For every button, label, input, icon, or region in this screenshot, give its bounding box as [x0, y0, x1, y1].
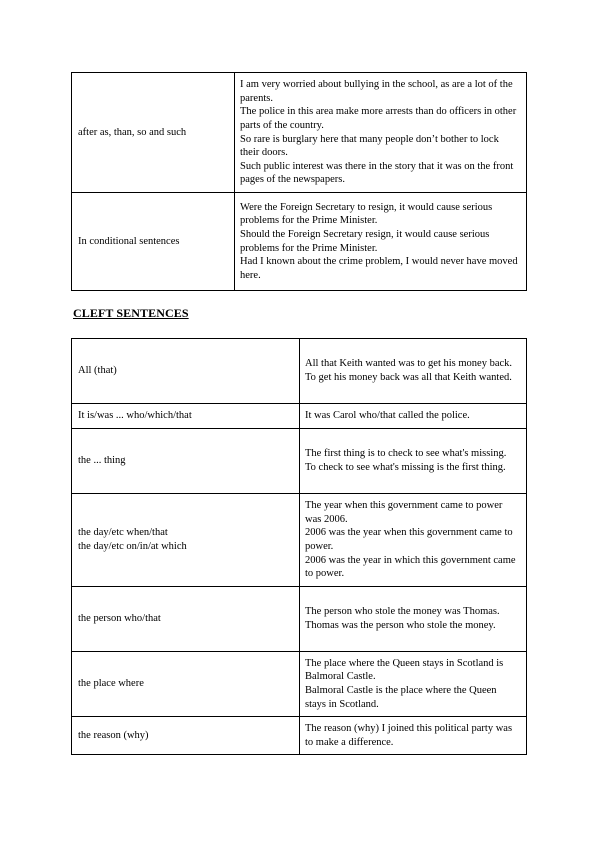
example-sentence: The year when this government came to power was 2006. [305, 500, 503, 525]
table-row [72, 193, 527, 291]
table-row [72, 652, 527, 717]
example-sentence: Such public interest was there in the story that it was on the front pages of the newspapers. [240, 160, 514, 186]
example-sentence: Thomas was the person who stole the money. [305, 620, 496, 631]
row-label [72, 717, 300, 755]
example-sentence: The place where the Queen stays in Scotland is Balmoral Castle. [305, 657, 504, 683]
table-row [72, 404, 527, 429]
section-heading: CLEFT SENTENCES [73, 306, 189, 320]
example-sentence: All that Keith wanted was to get his money back. [305, 358, 513, 370]
example-sentence: 2006 was the year in which this government came to power. [305, 554, 516, 580]
example-sentence: The first thing is to check to see what's missing. [305, 448, 507, 460]
example-sentence: To check to see what's missing is the first thing. [305, 462, 506, 473]
example-sentence: So rare is burglary here that many people don’t bother to lock their doors. [240, 133, 499, 159]
label-line: the person who/that [78, 613, 161, 625]
example-sentence: I am very worried about bullying in the school, as are a lot of the parents. [240, 79, 513, 104]
example-sentence: The police in this area make more arrests than do officers in other parts of the country. [240, 106, 517, 131]
row-examples [300, 652, 527, 717]
table-row [72, 339, 527, 404]
row-label [72, 652, 300, 717]
row-examples [300, 494, 527, 587]
row-label [72, 339, 300, 404]
table-row [72, 587, 527, 652]
inversion-table [71, 72, 527, 291]
table-row [72, 429, 527, 494]
table-row [72, 717, 527, 755]
example-sentence: Balmoral Castle is the place where the Queen stays in Scotland. [305, 685, 497, 710]
row-examples [300, 587, 527, 652]
label-line: the day/etc when/that [78, 527, 168, 539]
example-sentence: Had I known about the crime problem, I would never have moved here. [240, 256, 518, 281]
label-line: It is/was ... who/which/that [78, 410, 192, 422]
label-line: the day/etc on/in/at which [78, 541, 187, 552]
row-examples [235, 193, 527, 291]
example-sentence: Should the Foreign Secretary resign, it would cause serious problems for the Prime Minister. [240, 228, 490, 254]
row-examples [300, 339, 527, 404]
example-sentence: The reason (why) I joined this political party was to make a difference. [305, 722, 513, 748]
example-sentence: Were the Foreign Secretary to resign, it would cause serious problems for the Prime Minister. [240, 201, 493, 227]
example-sentence: It was Carol who/that called the police. [305, 410, 470, 422]
table-row [72, 494, 527, 587]
row-examples [300, 717, 527, 755]
label-line: the ... thing [78, 455, 126, 467]
table-row [72, 73, 527, 193]
example-sentence: 2006 was the year when this government came to power. [305, 527, 513, 552]
row-examples [300, 404, 527, 429]
row-label: after as, than, so and such [72, 73, 235, 193]
label-line: All (that) [78, 365, 117, 377]
label-line: the reason (why) [78, 729, 149, 741]
row-examples [235, 73, 527, 193]
row-label [72, 429, 300, 494]
row-label [72, 494, 300, 587]
example-sentence: The person who stole the money was Thomas. [305, 606, 500, 618]
label-line: the place where [78, 678, 144, 690]
row-examples [300, 429, 527, 494]
cleft-sentences-table [71, 338, 527, 755]
row-label [72, 587, 300, 652]
row-label: In conditional sentences [72, 193, 235, 291]
example-sentence: To get his money back was all that Keith wanted. [305, 372, 512, 383]
row-label [72, 404, 300, 429]
